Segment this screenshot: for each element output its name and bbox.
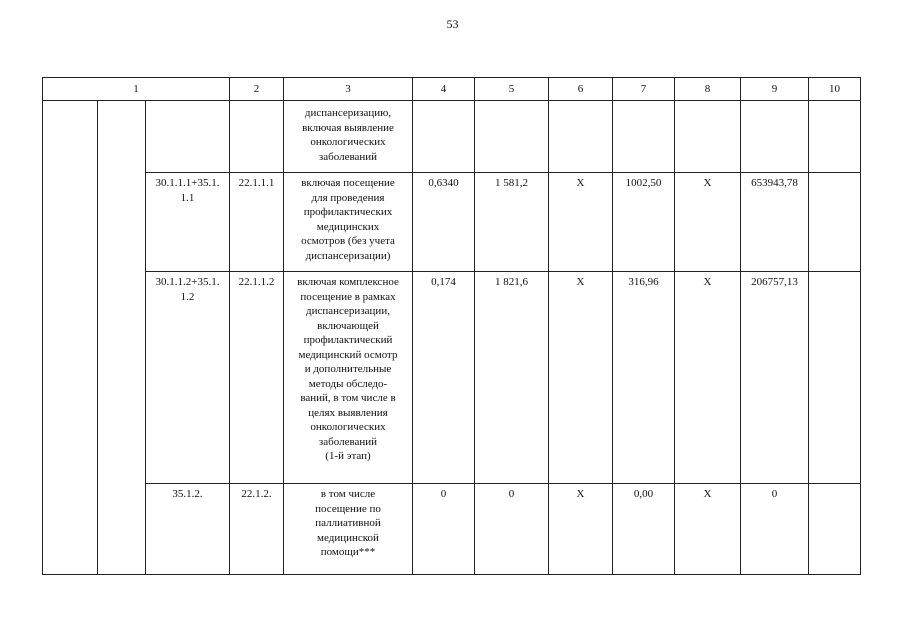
value-cell (475, 101, 549, 173)
code-cell: 30.1.1.1+35.1. 1.1 (146, 173, 230, 272)
value-cell: Х (675, 484, 741, 575)
description-cell: включая посещение для проведения профилактических медицинских осмотров (без учета диспансеризации) (284, 173, 413, 272)
page-number: 53 (446, 17, 459, 31)
value-cell (613, 101, 675, 173)
header-cell-4: 4 (413, 78, 475, 101)
value-cell: 1 821,6 (475, 272, 549, 484)
code-cell: 22.1.1.2 (230, 272, 284, 484)
table-row (43, 484, 861, 575)
header-cell-9: 9 (741, 78, 809, 101)
table-row (43, 272, 861, 484)
header-cell-10: 10 (809, 78, 861, 101)
value-cell (809, 272, 861, 484)
code-cell: 22.1.2. (230, 484, 284, 575)
value-cell: Х (675, 173, 741, 272)
value-cell (741, 101, 809, 173)
value-cell: Х (549, 173, 613, 272)
value-cell (413, 101, 475, 173)
merged-cell-col-a (43, 101, 98, 575)
header-cell-7: 7 (613, 78, 675, 101)
description-cell: включая комплексное посещение в рамках диспансеризации, включающей профилактический медицинский осмотр и дополнительные методы обследо- ваний, в том числе в целях выявления онкологических заболеваний (1-й этап) (284, 272, 413, 484)
value-cell: Х (675, 272, 741, 484)
value-cell: Х (549, 272, 613, 484)
value-cell (809, 484, 861, 575)
tariff-table (42, 77, 861, 575)
code-cell: 30.1.1.2+35.1. 1.2 (146, 272, 230, 484)
header-cell-2: 2 (230, 78, 284, 101)
code-cell: 35.1.2. (146, 484, 230, 575)
table-row (43, 101, 861, 173)
value-cell: 1002,50 (613, 173, 675, 272)
value-cell (549, 101, 613, 173)
value-cell (675, 101, 741, 173)
value-cell: 0,174 (413, 272, 475, 484)
header-cell-8: 8 (675, 78, 741, 101)
description-cell: в том числе посещение по паллиативной медицинской помощи*** (284, 484, 413, 575)
value-cell: 0 (475, 484, 549, 575)
value-cell: 1 581,2 (475, 173, 549, 272)
merged-cell-col-b (98, 101, 146, 575)
value-cell (809, 173, 861, 272)
header-cell-3: 3 (284, 78, 413, 101)
header-cell-1: 1 (43, 78, 230, 101)
value-cell: 316,96 (613, 272, 675, 484)
table-header-row (43, 78, 861, 101)
value-cell: 653943,78 (741, 173, 809, 272)
header-cell-5: 5 (475, 78, 549, 101)
description-cell: диспансеризацию, включая выявление онкологических заболеваний (284, 101, 413, 173)
value-cell: 0 (413, 484, 475, 575)
header-cell-6: 6 (549, 78, 613, 101)
table-row (43, 173, 861, 272)
code-cell (230, 101, 284, 173)
value-cell: 0,00 (613, 484, 675, 575)
value-cell: Х (549, 484, 613, 575)
code-cell: 22.1.1.1 (230, 173, 284, 272)
value-cell (809, 101, 861, 173)
value-cell: 0,6340 (413, 173, 475, 272)
code-cell (146, 101, 230, 173)
value-cell: 206757,13 (741, 272, 809, 484)
value-cell: 0 (741, 484, 809, 575)
